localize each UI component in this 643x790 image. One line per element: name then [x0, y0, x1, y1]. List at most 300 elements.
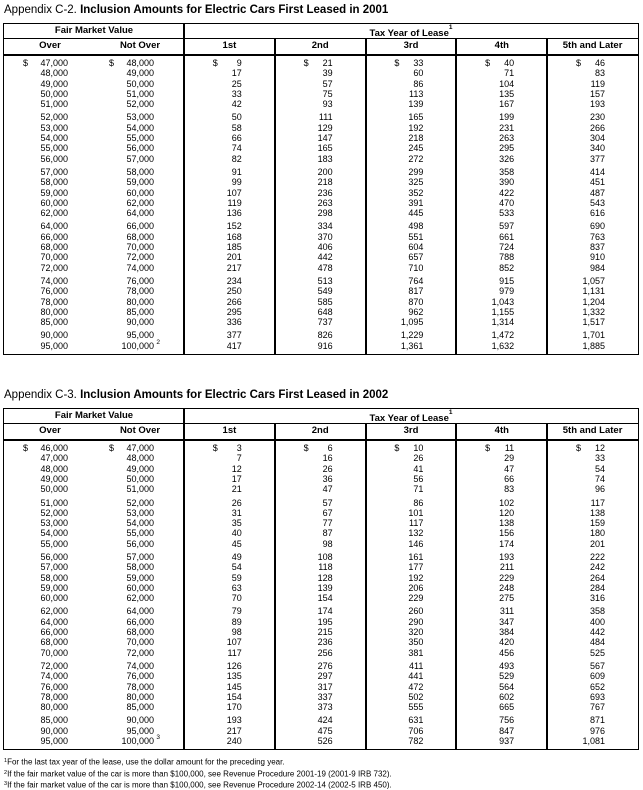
- year-1st-cell: 336: [226, 317, 242, 328]
- fair-market-value-header: Fair Market Value: [54, 25, 134, 36]
- over-cell: 55,000: [40, 143, 68, 154]
- year-1st-cell: 217: [226, 262, 242, 273]
- over-cell: 90,000: [40, 330, 68, 341]
- not-over-cell: 100,000 3: [121, 734, 160, 747]
- year-1st-cell: 145: [226, 681, 242, 692]
- year-1st-cell: 170: [226, 702, 242, 713]
- year-5th-later-cell: 567: [589, 660, 605, 671]
- table-row: [4, 627, 638, 637]
- dollar-sign: $: [108, 443, 114, 454]
- row-group: [4, 167, 638, 218]
- table-row: [4, 661, 638, 671]
- row-group: [4, 276, 638, 327]
- year-5th-later-cell: 767: [589, 702, 605, 713]
- not-over-cell: 74,000: [126, 660, 154, 671]
- year-2nd-cell: 154: [317, 593, 333, 604]
- over-cell: 80,000: [40, 306, 68, 317]
- year-2nd-cell: 218: [317, 177, 333, 188]
- year-3rd-cell: 764: [408, 275, 424, 286]
- over-cell: 49,000: [40, 78, 68, 89]
- over-cell: 74,000: [40, 275, 68, 286]
- year-5th-later-cell: 543: [589, 197, 605, 208]
- year-2nd-cell: 200: [317, 166, 333, 177]
- year-1st-cell: 33: [231, 88, 242, 99]
- year-1st-cell: 21: [231, 484, 242, 495]
- year-2nd-cell: 118: [318, 562, 333, 573]
- not-over-cell: 59,000: [126, 177, 154, 188]
- over-cell: 52,000: [40, 507, 68, 518]
- year-3rd-cell: 1,229: [400, 330, 424, 341]
- year-4th-cell: 564: [499, 681, 515, 692]
- dollar-sign: $: [303, 58, 309, 68]
- year-4th-cell: 174: [499, 538, 515, 549]
- year-4th-cell: 529: [499, 671, 515, 682]
- dollar-sign: $: [394, 58, 400, 68]
- not-over-cell: 49,000: [126, 68, 154, 79]
- not-over-cell: 53,000: [126, 507, 154, 518]
- not-over-cell: 70,000: [126, 242, 154, 253]
- not-over-cell: 50,000: [126, 473, 154, 484]
- year-3rd-cell: 41: [413, 463, 424, 474]
- not-over-cell: 50,000: [126, 78, 154, 89]
- year-2nd-cell: 526: [317, 736, 333, 747]
- year-1st-cell: 117: [227, 647, 242, 658]
- not-over-cell: 95,000: [126, 725, 154, 736]
- year-2nd-cell: 442: [317, 252, 333, 263]
- not-over-cell: 68,000: [126, 231, 154, 242]
- year-3rd-cell: 229: [408, 593, 424, 604]
- dollar-sign: $: [212, 58, 218, 68]
- year-1st-cell: 234: [226, 275, 242, 286]
- year-4th-cell: 120: [499, 507, 515, 518]
- table-row: [4, 474, 638, 484]
- row-group: [4, 498, 638, 549]
- not-over-cell: 51,000: [126, 88, 154, 99]
- year-2nd-cell: 93: [322, 99, 333, 110]
- year-2nd-cell: 195: [317, 616, 333, 627]
- year-1st-cell: 136: [226, 208, 242, 219]
- year-5th-later-cell: 763: [589, 231, 605, 242]
- year-4th-cell: 1,314: [491, 317, 515, 328]
- table-row: [4, 89, 638, 99]
- not-over-cell: 53,000: [126, 112, 154, 123]
- appendix-c3-table: [3, 408, 639, 750]
- not-over-cell: 68,000: [126, 627, 154, 638]
- table-column-headers: [4, 39, 638, 56]
- not-over-cell: 70,000: [126, 637, 154, 648]
- year-4th-cell: 135: [499, 88, 515, 99]
- year-2nd-cell: 478: [317, 262, 333, 273]
- year-3rd-cell: 192: [408, 122, 424, 133]
- year-5th-later-cell: 1,081: [582, 736, 605, 747]
- year-4th-cell: 193: [499, 551, 515, 562]
- over-cell: 53,000: [40, 122, 68, 133]
- year-5th-later-cell: 157: [589, 88, 605, 99]
- year-5th-later-cell: 201: [589, 538, 605, 549]
- year-3rd-cell: $ 10: [394, 443, 424, 454]
- year-5th-later-cell: 54: [594, 463, 605, 474]
- year-4th-cell: 358: [499, 166, 515, 177]
- year-1st-cell: 63: [231, 582, 242, 593]
- year-2nd-cell: 317: [317, 681, 333, 692]
- year-2nd-cell: 77: [322, 518, 333, 529]
- year-2nd-cell: 256: [317, 647, 333, 658]
- year-4th-cell: 420: [499, 637, 515, 648]
- year-4th-cell: 422: [499, 187, 515, 198]
- table-row: [4, 167, 638, 177]
- table-row: [4, 583, 638, 593]
- year-2nd-cell: 475: [317, 725, 333, 736]
- year-3rd-cell: 206: [408, 582, 424, 593]
- year-2nd-cell: 128: [317, 572, 333, 583]
- year-3rd-cell: 706: [408, 725, 424, 736]
- table-row: [4, 464, 638, 474]
- over-cell: 50,000: [40, 88, 68, 99]
- year-1st-cell: 79: [231, 606, 242, 617]
- over-cell: 68,000: [40, 637, 68, 648]
- year-5th-later-cell: 616: [589, 208, 605, 219]
- year-1st-header: 1st: [222, 425, 237, 437]
- year-4th-cell: 167: [499, 99, 515, 110]
- dollar-sign: $: [575, 443, 581, 454]
- year-4th-cell: 263: [499, 133, 515, 144]
- table-row: [4, 112, 638, 122]
- year-3rd-cell: 555: [408, 702, 424, 713]
- over-cell: 49,000: [40, 473, 68, 484]
- year-2nd-cell: 47: [322, 484, 333, 495]
- year-1st-cell: 45: [231, 538, 242, 549]
- footnote-ref-1: 1: [448, 24, 453, 31]
- year-2nd-cell: 183: [317, 153, 333, 164]
- year-1st-cell: 193: [226, 715, 242, 726]
- table-row: [4, 715, 638, 725]
- not-over-cell: 62,000: [126, 197, 154, 208]
- year-4th-cell: 311: [499, 606, 515, 617]
- year-3rd-cell: 320: [408, 627, 424, 638]
- year-4th-cell: 470: [499, 197, 515, 208]
- year-5th-later-cell: 1,701: [582, 330, 605, 341]
- year-3rd-cell: 299: [408, 166, 424, 177]
- year-5th-later-cell: 266: [589, 122, 605, 133]
- year-4th-cell: 493: [499, 660, 515, 671]
- year-4th-cell: 756: [499, 715, 515, 726]
- year-3rd-cell: 218: [408, 133, 424, 144]
- year-5th-later-header: 5th and Later: [562, 425, 623, 437]
- year-5th-later-cell: 230: [589, 112, 605, 123]
- year-3rd-cell: 782: [408, 736, 424, 747]
- over-cell: 95,000: [40, 340, 68, 351]
- not-over-cell: 66,000: [126, 221, 154, 232]
- dollar-sign: $: [394, 443, 400, 454]
- year-5th-later-cell: 74: [594, 473, 605, 484]
- year-4th-cell: 1,043: [491, 296, 515, 307]
- year-4th-cell: $ 11: [485, 443, 515, 454]
- footnote-line: $^2$If the fair market value of the car is more than $100,000, see Revenue Procedure 2001-19 (2001-9 IRB 732).: [4, 769, 392, 779]
- year-3rd-header: 3rd: [403, 425, 419, 437]
- appendix-c2-table: [3, 23, 639, 355]
- year-3rd-cell: 391: [408, 197, 424, 208]
- year-1st-cell: 126: [226, 660, 242, 671]
- appendix-c2-body: [4, 56, 638, 354]
- table-row: [4, 671, 638, 681]
- year-2nd-cell: $ 6: [303, 443, 333, 454]
- year-1st-cell: $ 9: [212, 58, 242, 68]
- table-row: [4, 143, 638, 153]
- not-over-cell: 56,000: [126, 538, 154, 549]
- year-1st-cell: 50: [231, 112, 242, 123]
- year-2nd-cell: 57: [322, 497, 333, 508]
- dollar-sign: $: [485, 443, 491, 454]
- year-4th-cell: 156: [499, 528, 515, 539]
- table-row: [4, 276, 638, 286]
- table-row: [4, 123, 638, 133]
- table-row: [4, 498, 638, 508]
- year-4th-cell: 456: [499, 647, 515, 658]
- year-3rd-cell: 350: [408, 637, 424, 648]
- table-row: [4, 198, 638, 208]
- over-cell: 57,000: [40, 166, 68, 177]
- year-5th-later-cell: $ 46: [575, 58, 605, 68]
- not-over-cell: 90,000: [126, 715, 154, 726]
- year-3rd-cell: 445: [408, 208, 424, 219]
- year-4th-cell: 1,632: [491, 340, 515, 351]
- table-row: [4, 443, 638, 453]
- year-1st-cell: 201: [226, 252, 242, 263]
- year-4th-cell: 915: [499, 275, 515, 286]
- row-group: [4, 112, 638, 163]
- table-row: [4, 79, 638, 89]
- year-2nd-cell: 236: [317, 637, 333, 648]
- year-3rd-cell: 26: [413, 453, 424, 464]
- year-3rd-cell: 498: [408, 221, 424, 232]
- year-5th-later-cell: 1,131: [582, 286, 605, 297]
- not-over-cell: 57,000: [126, 551, 154, 562]
- year-2nd-cell: 57: [322, 78, 333, 89]
- year-5th-later-cell: 83: [594, 68, 605, 79]
- year-5th-later-cell: 487: [589, 187, 605, 198]
- year-3rd-cell: 132: [408, 528, 424, 539]
- appendix-c3-section: [0, 385, 643, 750]
- over-cell: 48,000: [40, 463, 68, 474]
- footnotes: [4, 756, 643, 790]
- year-2nd-cell: 916: [317, 340, 333, 351]
- over-cell: 72,000: [40, 262, 68, 273]
- year-1st-cell: 12: [231, 463, 242, 474]
- row-group: [4, 715, 638, 746]
- over-cell: 52,000: [40, 112, 68, 123]
- over-cell: 64,000: [40, 616, 68, 627]
- table-row: [4, 221, 638, 231]
- year-4th-cell: 937: [499, 736, 515, 747]
- year-5th-later-cell: 451: [589, 177, 605, 188]
- year-3rd-cell: 710: [408, 262, 424, 273]
- not-over-cell: 52,000: [126, 497, 154, 508]
- not-over-cell: 64,000: [126, 208, 154, 219]
- appendix-c2-heading: Inclusion Amounts for Electric Cars First Leased in 2001: [80, 4, 389, 16]
- table-row: [4, 637, 638, 647]
- year-3rd-cell: 1,361: [400, 340, 424, 351]
- year-1st-cell: 266: [226, 296, 242, 307]
- over-cell: 51,000: [40, 497, 68, 508]
- year-2nd-cell: 337: [317, 691, 333, 702]
- year-4th-cell: 852: [499, 262, 515, 273]
- year-2nd-cell: 585: [317, 296, 333, 307]
- table-row: [4, 133, 638, 143]
- table-row: [4, 682, 638, 692]
- dollar-sign: $: [212, 443, 218, 454]
- year-3rd-cell: 657: [408, 252, 424, 263]
- year-5th-later-cell: 193: [589, 99, 605, 110]
- table-group-header-row: [4, 409, 638, 424]
- year-1st-cell: 417: [226, 340, 242, 351]
- year-3rd-cell: 272: [408, 153, 424, 164]
- not-over-cell: 100,000 2: [121, 338, 160, 351]
- year-4th-header: 4th: [494, 425, 509, 437]
- footnote-marker: 1: [4, 758, 8, 765]
- table-row: [4, 58, 638, 68]
- not-over-cell: 85,000: [126, 306, 154, 317]
- over-cell: 80,000: [40, 702, 68, 713]
- year-2nd-cell: 67: [322, 507, 333, 518]
- over-cell: 56,000: [40, 551, 68, 562]
- year-3rd-cell: 139: [408, 99, 424, 110]
- year-5th-later-cell: 180: [589, 528, 605, 539]
- over-cell: 57,000: [40, 562, 68, 573]
- footnote-marker: 3: [4, 780, 8, 787]
- year-1st-cell: 17: [231, 68, 242, 79]
- year-1st-cell: 25: [231, 78, 242, 89]
- over-cell: 76,000: [40, 681, 68, 692]
- year-5th-later-cell: 525: [589, 647, 605, 658]
- over-cell: 66,000: [40, 627, 68, 638]
- not-over-cell: 54,000: [126, 122, 154, 133]
- year-1st-cell: 185: [226, 242, 242, 253]
- year-2nd-cell: 334: [317, 221, 333, 232]
- year-5th-later-cell: 358: [589, 606, 605, 617]
- year-1st-cell: 217: [226, 725, 242, 736]
- table-row: [4, 648, 638, 658]
- not-over-cell: 66,000: [126, 616, 154, 627]
- year-2nd-header: 2nd: [311, 425, 329, 437]
- over-cell: 70,000: [40, 252, 68, 263]
- over-cell: 48,000: [40, 68, 68, 79]
- year-4th-cell: 347: [499, 616, 515, 627]
- year-5th-later-cell: 690: [589, 221, 605, 232]
- year-5th-later-cell: 1,885: [582, 340, 605, 351]
- year-5th-later-cell: 609: [589, 671, 605, 682]
- dollar-sign: $: [303, 443, 309, 454]
- year-3rd-cell: 177: [408, 562, 424, 573]
- year-5th-later-cell: 1,204: [582, 296, 605, 307]
- year-5th-later-cell: 222: [589, 551, 605, 562]
- year-1st-cell: 58: [231, 122, 242, 133]
- year-5th-later-cell: 693: [589, 691, 605, 702]
- not-over-cell: 51,000: [126, 484, 154, 495]
- over-cell: 64,000: [40, 221, 68, 232]
- not-over-cell: 80,000: [126, 691, 154, 702]
- over-header: Over: [39, 40, 61, 51]
- year-3rd-header: 3rd: [403, 40, 419, 51]
- year-3rd-cell: 86: [413, 78, 424, 89]
- table-row: [4, 702, 638, 712]
- table-row: [4, 307, 638, 317]
- year-1st-cell: 107: [226, 637, 242, 648]
- year-3rd-cell: 192: [408, 572, 424, 583]
- year-4th-cell: 1,472: [491, 330, 515, 341]
- over-cell: 60,000: [40, 197, 68, 208]
- year-1st-cell: 70: [231, 593, 242, 604]
- not-over-cell: 90,000: [126, 317, 154, 328]
- over-cell: 56,000: [40, 153, 68, 164]
- not-over-cell: 76,000: [126, 671, 154, 682]
- not-over-cell: 72,000: [126, 647, 154, 658]
- year-5th-later-cell: 1,517: [582, 317, 605, 328]
- year-4th-cell: 104: [499, 78, 515, 89]
- year-4th-cell: 1,155: [491, 306, 515, 317]
- appendix-c3-body: [4, 441, 638, 749]
- table-row: [4, 539, 638, 549]
- table-row: [4, 484, 638, 494]
- not-over-cell: 76,000: [126, 275, 154, 286]
- year-2nd-cell: 298: [317, 208, 333, 219]
- table-row: [4, 252, 638, 262]
- year-3rd-cell: 1,095: [400, 317, 424, 328]
- year-3rd-cell: 325: [408, 177, 424, 188]
- year-1st-cell: 74: [231, 143, 242, 154]
- year-3rd-cell: 117: [409, 518, 424, 529]
- not-over-header: Not Over: [119, 40, 161, 51]
- year-4th-cell: 275: [499, 593, 515, 604]
- year-5th-later-cell: 871: [589, 715, 605, 726]
- year-1st-cell: 82: [231, 153, 242, 164]
- over-cell: 78,000: [40, 691, 68, 702]
- year-2nd-cell: 147: [317, 133, 333, 144]
- year-4th-cell: 102: [499, 497, 515, 508]
- not-over-cell: 55,000: [126, 528, 154, 539]
- year-3rd-cell: 161: [408, 551, 424, 562]
- year-5th-later-cell: 910: [589, 252, 605, 263]
- year-3rd-cell: $ 33: [394, 58, 424, 68]
- appendix-c2-section: [0, 0, 643, 355]
- year-3rd-cell: 962: [408, 306, 424, 317]
- year-1st-cell: $ 3: [212, 443, 242, 454]
- year-4th-cell: 661: [499, 231, 515, 242]
- year-5th-later-cell: 1,057: [582, 275, 605, 286]
- year-2nd-cell: 174: [317, 606, 333, 617]
- year-2nd-cell: 129: [317, 122, 333, 133]
- year-3rd-cell: 381: [408, 647, 424, 658]
- year-2nd-cell: 111: [318, 112, 333, 123]
- year-4th-cell: 788: [499, 252, 515, 263]
- year-5th-later-cell: 159: [589, 518, 605, 529]
- footnote-marker: 2: [4, 769, 8, 776]
- year-1st-cell: 99: [231, 177, 242, 188]
- row-group: [4, 552, 638, 603]
- dollar-sign: $: [108, 58, 114, 68]
- over-cell: 47,000: [40, 453, 68, 464]
- dollar-sign: $: [485, 58, 491, 68]
- over-cell: 58,000: [40, 177, 68, 188]
- not-over-cell: 57,000: [126, 153, 154, 164]
- year-1st-cell: 107: [226, 187, 242, 198]
- table-row: [4, 617, 638, 627]
- appendix-c3-label: Appendix C-3.: [4, 389, 77, 402]
- year-3rd-cell: 86: [413, 497, 424, 508]
- year-1st-cell: 135: [226, 671, 242, 682]
- not-over-cell: 62,000: [126, 593, 154, 604]
- table-row: [4, 330, 638, 340]
- year-1st-header: 1st: [222, 40, 237, 51]
